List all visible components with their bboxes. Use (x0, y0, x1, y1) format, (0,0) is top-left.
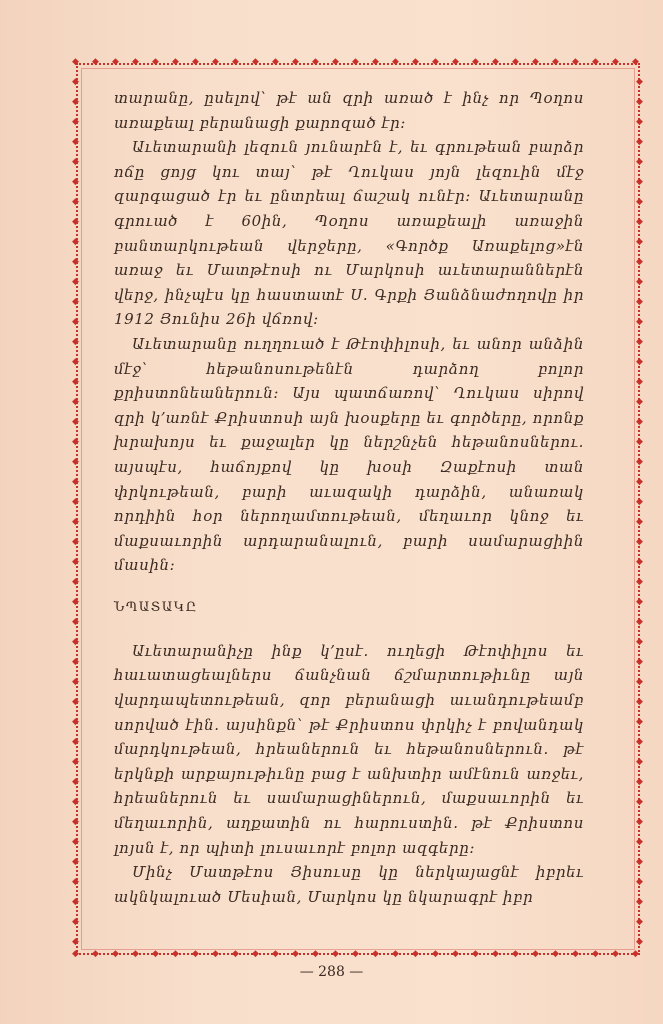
diamond-ornament-icon: ◆ (72, 357, 79, 367)
diamond-ornament-icon: ◆ (112, 57, 119, 67)
diamond-ornament-icon: ◆ (112, 949, 119, 959)
diamond-ornament-icon: ◆ (492, 57, 499, 67)
diamond-ornament-icon: ◆ (72, 337, 79, 347)
diamond-ornament-icon: ◆ (72, 637, 79, 647)
diamond-ornament-icon: ◆ (592, 949, 599, 959)
diamond-ornament-icon: ◆ (472, 57, 479, 67)
diamond-ornament-icon: ◆ (72, 817, 79, 827)
diamond-ornament-icon: ◆ (292, 57, 299, 67)
section-heading: ՆՊԱՏԱԿԸ (114, 599, 198, 615)
diamond-ornament-icon: ◆ (72, 577, 79, 587)
page-number: — 288 — (299, 964, 364, 980)
diamond-ornament-icon: ◆ (636, 217, 643, 227)
diamond-ornament-icon: ◆ (592, 57, 599, 67)
diamond-ornament-icon: ◆ (432, 57, 439, 67)
diamond-ornament-icon: ◆ (572, 949, 579, 959)
diamond-ornament-icon: ◆ (352, 949, 359, 959)
diamond-ornament-icon: ◆ (532, 57, 539, 67)
diamond-ornament-icon: ◆ (72, 177, 79, 187)
diamond-ornament-icon: ◆ (72, 117, 79, 127)
diamond-ornament-icon: ◆ (636, 897, 643, 907)
diamond-ornament-icon: ◆ (312, 57, 319, 67)
diamond-ornament-icon: ◆ (332, 949, 339, 959)
diamond-ornament-icon: ◆ (272, 949, 279, 959)
paragraph-2: Աւետարանը ուղղուած է Թէոփիլոսի, եւ անոր անձին մէջ՝ հեթանոսութենէն դարձող բոլոր քրիստոնեաներուն։ Այս պատճառով՝ Ղուկաս սիրով զրի կ՚առնէ Քրիստոսի այն խօսքերը եւ գործերը, որոնք խրախոյս եւ քաջալեր կը ներշնչեն հեթանոսներու. այսպէս, հաճոյքով կը խօսի Զաքէոսի տան փրկութեան, բարի աւազակի դարձին, անառակ որդիին հօր ներողամտութեան, մեղաւոր կնոջ եւ մաքսաւորին արդարանալուն, բարի սամարացիին մասին։ (114, 334, 584, 575)
diamond-ornament-icon: ◆ (192, 949, 199, 959)
diamond-ornament-icon: ◆ (492, 949, 499, 959)
diamond-ornament-icon: ◆ (72, 677, 79, 687)
diamond-ornament-icon: ◆ (636, 477, 643, 487)
diamond-ornament-icon: ◆ (72, 937, 79, 947)
diamond-ornament-icon: ◆ (636, 517, 643, 527)
diamond-ornament-icon: ◆ (636, 377, 643, 387)
diamond-ornament-icon: ◆ (552, 57, 559, 67)
diamond-ornament-icon: ◆ (72, 617, 79, 627)
diamond-ornament-icon: ◆ (636, 457, 643, 467)
diamond-ornament-icon: ◆ (152, 57, 159, 67)
diamond-ornament-icon: ◆ (172, 57, 179, 67)
diamond-ornament-icon: ◆ (452, 949, 459, 959)
diamond-ornament-icon: ◆ (532, 949, 539, 959)
diamond-ornament-icon: ◆ (72, 377, 79, 387)
diamond-ornament-icon: ◆ (472, 949, 479, 959)
diamond-ornament-icon: ◆ (72, 297, 79, 307)
diamond-ornament-icon: ◆ (72, 437, 79, 447)
diamond-ornament-icon: ◆ (72, 197, 79, 207)
diamond-ornament-icon: ◆ (72, 417, 79, 427)
diamond-ornament-icon: ◆ (636, 877, 643, 887)
diamond-ornament-icon: ◆ (636, 157, 643, 167)
diamond-ornament-icon: ◆ (72, 857, 79, 867)
diamond-ornament-icon: ◆ (636, 677, 643, 687)
diamond-ornament-icon: ◆ (632, 57, 639, 67)
diamond-ornament-icon: ◆ (636, 177, 643, 187)
diamond-ornament-icon: ◆ (636, 497, 643, 507)
diamond-ornament-icon: ◆ (352, 57, 359, 67)
diamond-ornament-icon: ◆ (292, 949, 299, 959)
diamond-ornament-icon: ◆ (636, 337, 643, 347)
diamond-ornament-icon: ◆ (72, 697, 79, 707)
diamond-ornament-icon: ◆ (636, 277, 643, 287)
diamond-ornament-icon: ◆ (172, 949, 179, 959)
diamond-ornament-icon: ◆ (636, 397, 643, 407)
diamond-ornament-icon: ◆ (412, 949, 419, 959)
paragraph-1: Աւետարանի լեզուն յունարէն է, եւ գրութեան բարձր ոճը ցոյց կու տայ՝ թէ Ղուկաս յոյն լեզուին մէջ զարգացած էր եւ ընտրեալ ճաշակ ունէր։ Աւետարանը գրուած է 60ին, Պօղոս առաքեալի առաջին բանտարկութեան վերջերը, «Գործք Առաքելոց»էն առաջ եւ Մատթէոսի ու Մարկոսի աւետարաններէն վերջ, ինչպէս կը հաստատէ Ս. Գրքի Յանձնաժողովը իր 1912 Յունիս 26ի վճռով։ (114, 138, 584, 329)
diamond-ornament-icon: ◆ (212, 949, 219, 959)
diamond-ornament-icon: ◆ (72, 717, 79, 727)
diamond-ornament-icon: ◆ (152, 949, 159, 959)
diamond-ornament-icon: ◆ (636, 937, 643, 947)
diamond-ornament-icon: ◆ (636, 617, 643, 627)
diamond-ornament-icon: ◆ (636, 777, 643, 787)
diamond-ornament-icon: ◆ (636, 557, 643, 567)
diamond-ornament-icon: ◆ (72, 917, 79, 927)
diamond-ornament-icon: ◆ (72, 317, 79, 327)
diamond-ornament-icon: ◆ (332, 57, 339, 67)
diamond-ornament-icon: ◆ (636, 357, 643, 367)
diamond-ornament-icon: ◆ (636, 317, 643, 327)
diamond-ornament-icon: ◆ (636, 657, 643, 667)
diamond-ornament-icon: ◆ (72, 477, 79, 487)
diamond-ornament-icon: ◆ (372, 57, 379, 67)
diamond-ornament-icon: ◆ (636, 137, 643, 147)
diamond-ornament-icon: ◆ (72, 837, 79, 847)
diamond-ornament-icon: ◆ (636, 817, 643, 827)
diamond-ornament-icon: ◆ (212, 57, 219, 67)
diamond-ornament-icon: ◆ (636, 797, 643, 807)
diamond-ornament-icon: ◆ (72, 897, 79, 907)
diamond-ornament-icon: ◆ (636, 717, 643, 727)
diamond-ornament-icon: ◆ (636, 757, 643, 767)
diamond-ornament-icon: ◆ (636, 577, 643, 587)
diamond-ornament-icon: ◆ (392, 949, 399, 959)
diamond-ornament-icon: ◆ (636, 117, 643, 127)
diamond-ornament-icon: ◆ (232, 57, 239, 67)
diamond-ornament-icon: ◆ (72, 949, 79, 959)
diamond-ornament-icon: ◆ (636, 917, 643, 927)
diamond-ornament-icon: ◆ (632, 949, 639, 959)
diamond-ornament-icon: ◆ (636, 837, 643, 847)
diamond-ornament-icon: ◆ (72, 157, 79, 167)
diamond-ornament-icon: ◆ (432, 949, 439, 959)
diamond-ornament-icon: ◆ (72, 457, 79, 467)
diamond-ornament-icon: ◆ (312, 949, 319, 959)
diamond-ornament-icon: ◆ (192, 57, 199, 67)
diamond-ornament-icon: ◆ (72, 137, 79, 147)
diamond-ornament-icon: ◆ (636, 857, 643, 867)
diamond-ornament-icon: ◆ (272, 57, 279, 67)
diamond-ornament-icon: ◆ (512, 949, 519, 959)
diamond-ornament-icon: ◆ (72, 737, 79, 747)
diamond-ornament-icon: ◆ (636, 77, 643, 87)
paragraph-3: Աւետարանիչը ինք կ՚ըսէ. ուղեցի Թէոփիլոս եւ հաւատացեալներս ճանչնան ճշմարտութիւնը այն վարդապետութեան, զոր բերանացի աւանդութեամբ սորված էին. այսինքն՝ թէ Քրիստոս փրկիչ է բովանդակ մարդկութեան, հրեաներուն եւ հեթանոսներուն. թէ երկնքի արքայութիւնը բաց է անխտիր ամէնուն առջեւ, հրեաներուն եւ սամարացիներուն, մաքսաւորին եւ մեղաւորին, աղքատին ու հարուստին. թէ Քրիստոս լոյսն է, որ պիտի լուսաւորէ բոլոր ազգերը։ (114, 641, 584, 857)
diamond-ornament-icon: ◆ (132, 949, 139, 959)
diamond-ornament-icon: ◆ (92, 949, 99, 959)
diamond-ornament-icon: ◆ (72, 277, 79, 287)
diamond-ornament-icon: ◆ (72, 517, 79, 527)
diamond-ornament-icon: ◆ (512, 57, 519, 67)
diamond-ornament-icon: ◆ (636, 237, 643, 247)
diamond-ornament-icon: ◆ (72, 777, 79, 787)
diamond-ornament-icon: ◆ (72, 797, 79, 807)
diamond-ornament-icon: ◆ (636, 597, 643, 607)
diamond-ornament-icon: ◆ (252, 949, 259, 959)
diamond-ornament-icon: ◆ (72, 757, 79, 767)
diamond-ornament-icon: ◆ (72, 597, 79, 607)
diamond-ornament-icon: ◆ (252, 57, 259, 67)
diamond-ornament-icon: ◆ (132, 57, 139, 67)
diamond-ornament-icon: ◆ (72, 257, 79, 267)
diamond-ornament-icon: ◆ (612, 949, 619, 959)
diamond-ornament-icon: ◆ (636, 97, 643, 107)
paragraph-4: Մինչ Մատթէոս Յիսուսը կը ներկայացնէ իբրեւ ակնկալուած Մեսիան, Մարկոս կը նկարագրէ իբր (114, 863, 584, 906)
diamond-ornament-icon: ◆ (232, 949, 239, 959)
diamond-ornament-icon: ◆ (572, 57, 579, 67)
diamond-ornament-icon: ◆ (636, 697, 643, 707)
diamond-ornament-icon: ◆ (72, 217, 79, 227)
diamond-ornament-icon: ◆ (412, 57, 419, 67)
diamond-ornament-icon: ◆ (636, 437, 643, 447)
diamond-ornament-icon: ◆ (72, 537, 79, 547)
text-body (114, 86, 584, 909)
diamond-ornament-icon: ◆ (636, 297, 643, 307)
diamond-ornament-icon: ◆ (552, 949, 559, 959)
diamond-ornament-icon: ◆ (72, 237, 79, 247)
diamond-ornament-icon: ◆ (72, 657, 79, 667)
diamond-ornament-icon: ◆ (612, 57, 619, 67)
diamond-ornament-icon: ◆ (72, 97, 79, 107)
diamond-ornament-icon: ◆ (452, 57, 459, 67)
diamond-ornament-icon: ◆ (636, 737, 643, 747)
diamond-ornament-icon: ◆ (72, 397, 79, 407)
paragraph-0: տարանը, ըսելով՝ թէ ան զրի առած է ինչ որ Պօղոս առաքեալ բերանացի քարոզած էր։ (114, 89, 584, 132)
diamond-ornament-icon: ◆ (72, 77, 79, 87)
diamond-ornament-icon: ◆ (372, 949, 379, 959)
diamond-ornament-icon: ◆ (72, 877, 79, 887)
diamond-ornament-icon: ◆ (72, 497, 79, 507)
diamond-ornament-icon: ◆ (72, 557, 79, 567)
diamond-ornament-icon: ◆ (392, 57, 399, 67)
diamond-ornament-icon: ◆ (636, 417, 643, 427)
diamond-ornament-icon: ◆ (636, 637, 643, 647)
diamond-ornament-icon: ◆ (92, 57, 99, 67)
diamond-ornament-icon: ◆ (72, 57, 79, 67)
diamond-ornament-icon: ◆ (636, 537, 643, 547)
diamond-ornament-icon: ◆ (636, 257, 643, 267)
diamond-ornament-icon: ◆ (636, 197, 643, 207)
